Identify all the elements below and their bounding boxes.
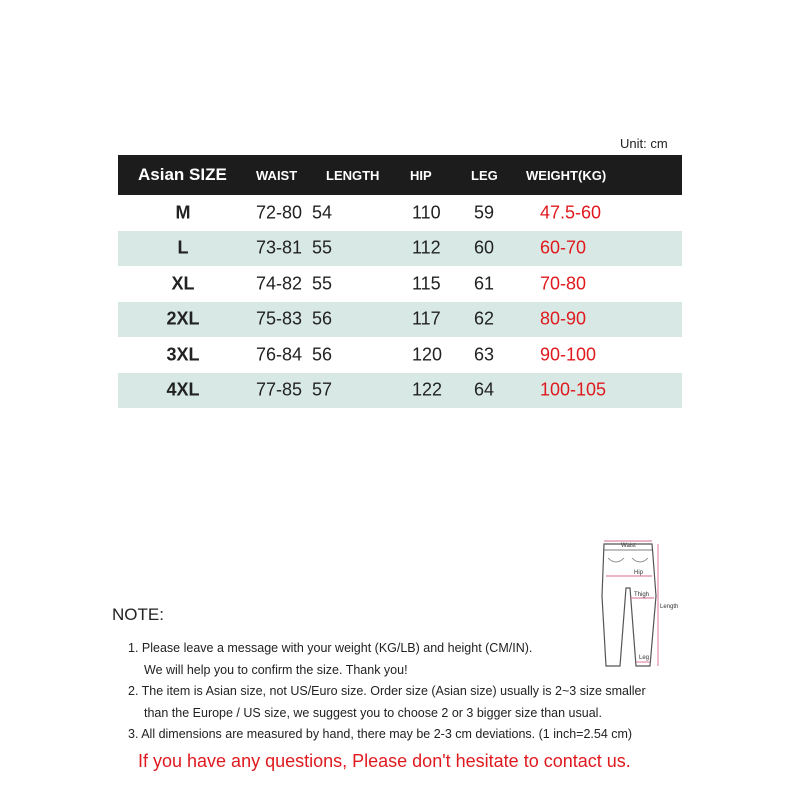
label-thigh: Thigh bbox=[634, 592, 650, 598]
cell-leg: 61 bbox=[474, 273, 495, 294]
cell-waist: 74-82 bbox=[256, 273, 303, 294]
note-line-3: 3. All dimensions are measured by hand, there may be 2-3 cm deviations. (1 inch=2.54 cm) bbox=[128, 727, 633, 741]
cell-size: M bbox=[175, 202, 191, 223]
cell-leg: 60 bbox=[474, 237, 495, 258]
header-weight: WEIGHT(KG) bbox=[526, 167, 607, 183]
unit-label: Unit: cm bbox=[620, 136, 668, 151]
cell-weight: 80-90 bbox=[540, 308, 587, 329]
cell-length: 55 bbox=[312, 273, 333, 294]
note-line-2: 2. The item is Asian size, not US/Euro size. Order size (Asian size) usually is 2~3 size smaller bbox=[128, 684, 646, 698]
cell-length: 55 bbox=[312, 237, 333, 258]
cell-length: 54 bbox=[312, 202, 333, 223]
cell-waist: 76-84 bbox=[256, 344, 303, 365]
header-size: Asian SIZE bbox=[138, 165, 227, 184]
table-row bbox=[118, 231, 682, 267]
cell-weight: 100-105 bbox=[540, 379, 607, 400]
size-table bbox=[118, 155, 682, 408]
cell-size: L bbox=[177, 237, 189, 258]
table-row bbox=[118, 373, 682, 409]
cell-leg: 59 bbox=[474, 202, 495, 223]
header-length: LENGTH bbox=[326, 167, 380, 183]
note-list bbox=[128, 638, 646, 746]
cell-hip: 120 bbox=[412, 344, 443, 365]
cell-waist: 73-81 bbox=[256, 237, 303, 258]
cell-leg: 64 bbox=[474, 379, 495, 400]
cell-weight: 90-100 bbox=[540, 344, 597, 365]
cell-waist: 75-83 bbox=[256, 308, 303, 329]
note-line-1b: We will help you to confirm the size. Thank you! bbox=[144, 662, 408, 677]
table-row bbox=[118, 195, 682, 231]
cell-size: 4XL bbox=[166, 379, 200, 400]
table-row bbox=[118, 337, 682, 373]
note-line-2b: than the Europe / US size, we suggest you to choose 2 or 3 bigger size than usual. bbox=[144, 705, 602, 720]
cell-leg: 63 bbox=[474, 344, 495, 365]
cell-waist: 77-85 bbox=[256, 379, 303, 400]
contact-message: If you have any questions, Please don't hesitate to contact us. bbox=[138, 751, 631, 771]
cell-size: XL bbox=[171, 273, 195, 294]
cell-hip: 115 bbox=[412, 273, 441, 294]
cell-size: 2XL bbox=[166, 308, 200, 329]
cell-hip: 112 bbox=[412, 237, 441, 258]
cell-size: 3XL bbox=[166, 344, 200, 365]
table-header bbox=[118, 155, 682, 195]
cell-waist: 72-80 bbox=[256, 202, 303, 223]
header-leg: LEG bbox=[471, 167, 498, 183]
table-row bbox=[118, 302, 682, 338]
note-title: NOTE: bbox=[112, 605, 164, 624]
header-hip: HIP bbox=[410, 167, 432, 183]
cell-hip: 110 bbox=[412, 202, 441, 223]
cell-length: 57 bbox=[312, 379, 333, 400]
cell-weight: 60-70 bbox=[540, 237, 587, 258]
table-row bbox=[118, 266, 682, 302]
cell-leg: 62 bbox=[474, 308, 495, 329]
cell-length: 56 bbox=[312, 344, 333, 365]
cell-hip: 117 bbox=[412, 308, 441, 329]
cell-weight: 47.5-60 bbox=[540, 202, 602, 223]
label-length: Length bbox=[660, 604, 679, 610]
note-line-1: 1. Please leave a message with your weight (KG/LB) and height (CM/IN). bbox=[128, 641, 533, 655]
header-waist: WAIST bbox=[256, 167, 298, 183]
label-leg: Leg bbox=[639, 655, 650, 661]
label-hip: Hip bbox=[634, 570, 644, 576]
cell-weight: 70-80 bbox=[540, 273, 587, 294]
label-waist: Waist bbox=[621, 543, 636, 549]
cell-hip: 122 bbox=[412, 379, 443, 400]
cell-length: 56 bbox=[312, 308, 333, 329]
